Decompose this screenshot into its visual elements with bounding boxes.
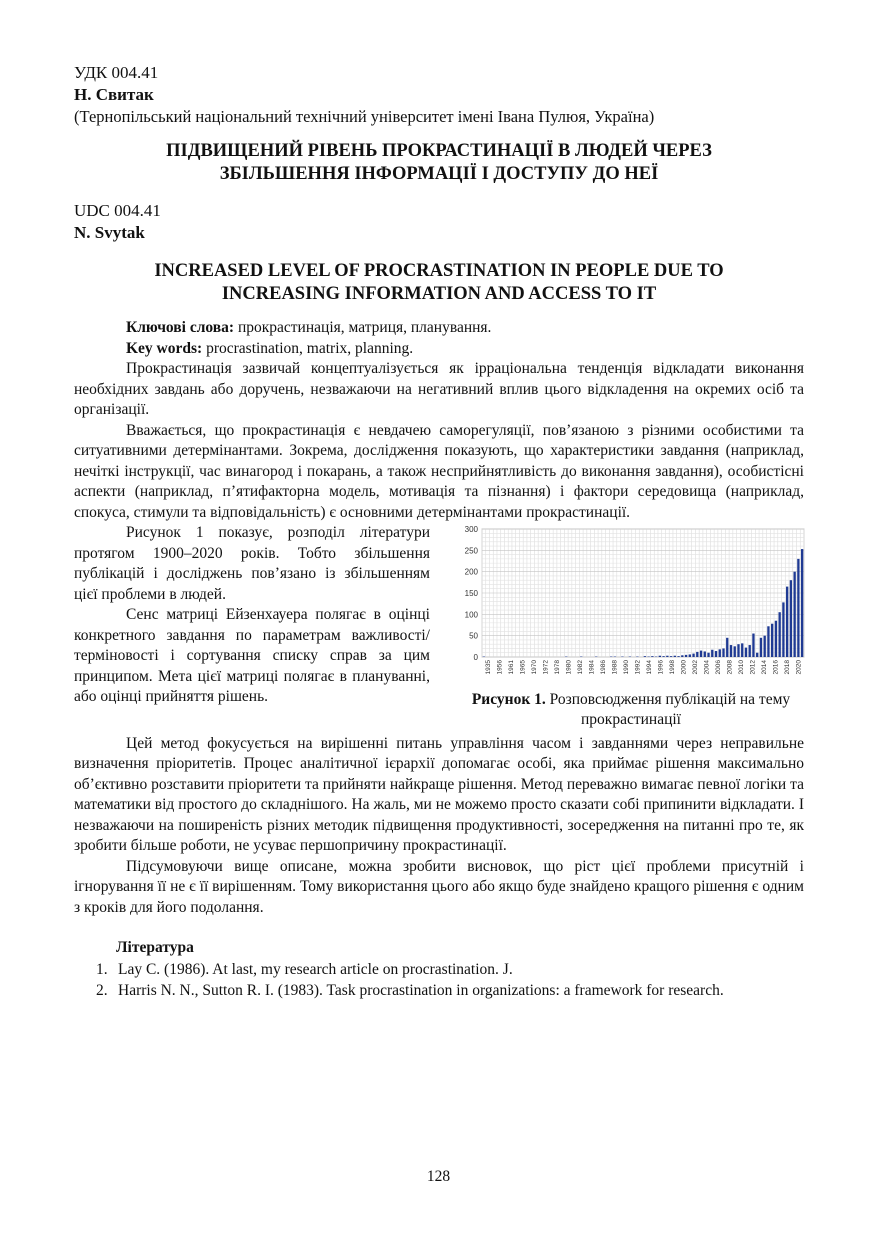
bar-1997 bbox=[715, 651, 717, 657]
bar-1996 bbox=[711, 650, 713, 657]
y-tick-label: 250 bbox=[464, 546, 478, 556]
author-en: N. Svytak bbox=[74, 223, 145, 242]
bar-1983 bbox=[662, 656, 664, 657]
bar-2015 bbox=[782, 602, 784, 657]
keywords-en-label: Key words: bbox=[126, 339, 203, 357]
bar-1993 bbox=[700, 651, 702, 657]
bar-1986 bbox=[674, 656, 676, 657]
x-tick-label: 1992 bbox=[634, 660, 642, 675]
x-tick-label: 2000 bbox=[680, 660, 688, 675]
x-tick-label: 1978 bbox=[553, 660, 561, 675]
bar-1992 bbox=[696, 652, 698, 657]
reference-number: 1. bbox=[96, 960, 108, 978]
bar-1989 bbox=[685, 655, 687, 657]
y-tick-label: 100 bbox=[464, 610, 478, 620]
x-tick-label: 2012 bbox=[749, 660, 757, 675]
bar-2003 bbox=[737, 644, 739, 657]
chart-x-tick-labels bbox=[485, 660, 803, 675]
x-tick-label: 2004 bbox=[703, 660, 711, 675]
keywords-ua-label: Ключові слова: bbox=[126, 319, 235, 336]
x-tick-label: 1998 bbox=[668, 660, 676, 675]
bar-1984 bbox=[666, 656, 668, 657]
bar-1978 bbox=[644, 656, 646, 657]
udc-en: UDC 004.41 bbox=[74, 201, 161, 220]
keywords-en bbox=[74, 339, 804, 360]
bar-1982 bbox=[659, 656, 661, 657]
figure-block bbox=[74, 523, 804, 728]
x-tick-label: 1961 bbox=[507, 660, 515, 675]
chart-y-tick-labels bbox=[465, 525, 479, 662]
bar-1995 bbox=[707, 653, 709, 657]
bar-2018 bbox=[793, 572, 795, 657]
bar-2012 bbox=[771, 624, 773, 657]
figure-caption-label: Рисунок 1. bbox=[471, 691, 546, 708]
x-tick-label: 1990 bbox=[622, 660, 630, 675]
bar-2011 bbox=[767, 626, 769, 657]
y-tick-label: 0 bbox=[473, 653, 478, 662]
figure-caption-text: Розповсюдження публікацій на тему прокрастинації bbox=[545, 691, 791, 728]
title-ua-line2: ЗБІЛЬШЕННЯ ІНФОРМАЦІЇ І ДОСТУПУ ДО НЕЇ bbox=[219, 164, 659, 184]
y-tick-label: 50 bbox=[469, 631, 478, 641]
bar-2007 bbox=[752, 634, 754, 657]
x-tick-label: 1984 bbox=[588, 660, 596, 675]
keywords-ua bbox=[74, 318, 804, 339]
bar-2008 bbox=[756, 653, 758, 657]
affiliation-ua: (Тернопільський національний технічний університет імені Івана Пулюя, Україна) bbox=[74, 107, 655, 126]
x-tick-label: 1994 bbox=[645, 660, 653, 675]
x-tick-label: 2016 bbox=[772, 660, 780, 675]
bar-2009 bbox=[760, 638, 762, 657]
bar-2001 bbox=[730, 645, 732, 657]
title-en-line2: INCREASING INFORMATION AND ACCESS TO IT bbox=[221, 284, 657, 304]
x-tick-label: 2018 bbox=[783, 660, 791, 675]
figure-1 bbox=[454, 523, 808, 730]
bar-2014 bbox=[779, 612, 781, 657]
reference-item bbox=[96, 980, 804, 1001]
bar-1980 bbox=[651, 656, 653, 657]
paragraph-3: Рисунок 1 показує, розподіл літератури протягом 1900–2020 років. Тобто збільшення публікацій і досліджень пов’язано із збільшенням цієї проблеми в людей. bbox=[74, 524, 430, 603]
bar-2010 bbox=[764, 636, 766, 657]
paragraph-4: Сенс матриці Ейзенхауера полягає в оцінці конкретного завдання по параметрам важливості/терміновості і сортування списку справ за цим принципом. Мета цієї матриці полягає в плануванні, або оцінці прийняття рішень. bbox=[74, 606, 430, 705]
x-tick-label: 1965 bbox=[519, 660, 527, 675]
bar-2013 bbox=[775, 621, 777, 657]
references-list bbox=[74, 959, 804, 1001]
udc-ua: УДК 004.41 bbox=[74, 63, 159, 82]
x-tick-label: 2020 bbox=[795, 660, 803, 675]
reference-item bbox=[96, 959, 804, 980]
x-tick-label: 1980 bbox=[565, 660, 573, 675]
bar-2006 bbox=[749, 645, 751, 657]
keywords-en-text: procrastination, matrix, planning. bbox=[202, 339, 414, 357]
chart-grid bbox=[482, 529, 804, 657]
x-tick-label: 2014 bbox=[760, 660, 768, 675]
figure-caption bbox=[454, 690, 808, 730]
title-ua-line1: ПІДВИЩЕНИЙ РІВЕНЬ ПРОКРАСТИНАЦІЇ В ЛЮДЕЙ ЧЕРЕЗ bbox=[166, 141, 712, 161]
title-en-line1: INCREASED LEVEL OF PROCRASTINATION IN PEOPLE DUE TO bbox=[154, 261, 724, 281]
y-tick-label: 200 bbox=[464, 567, 478, 577]
x-tick-label: 2010 bbox=[737, 660, 745, 675]
page-number: 128 bbox=[426, 1168, 451, 1185]
keywords-ua-text: прокрастинація, матриця, планування. bbox=[234, 319, 492, 336]
y-tick-label: 300 bbox=[464, 525, 478, 534]
bar-2002 bbox=[734, 646, 736, 657]
x-tick-label: 1970 bbox=[530, 660, 538, 675]
x-tick-label: 2006 bbox=[714, 660, 722, 675]
x-tick-label: 1996 bbox=[657, 660, 665, 675]
paragraph-6: Підсумовуючи вище описане, можна зробити висновок, що ріст цієї проблеми присутній і ігнорування її не є її вирішенням. Тому використання цього або якщо буде знайдено кращого рішення є одним з кроків для його подолання. bbox=[74, 857, 804, 916]
bar-1990 bbox=[689, 654, 691, 657]
x-tick-label: 1935 bbox=[484, 660, 492, 675]
bar-1985 bbox=[670, 656, 672, 657]
publications-bar-chart bbox=[454, 523, 808, 683]
bar-1987 bbox=[677, 656, 679, 657]
bar-1998 bbox=[719, 649, 721, 657]
bar-1988 bbox=[681, 655, 683, 657]
paragraph-5: Цей метод фокусується на вирішенні питань управління часом і завданнями через неправильне визначення пріоритетів. Процес аналітичної ієрархії допомагає особі, яка приймає рішення максимально об’єктивно розставити пріоритети та прийняти найкраще рішення. Метод переважно вимагає певної логіки та математики від простого до складнішого. На жаль, ми не можемо просто сказати собі припинити відкладати. І незважаючи на поширеність різних методик підвищення продуктивності, зосередження на питанні про те, як зробити більше роботи, не усуває першопричину прокрастинації. bbox=[74, 734, 804, 854]
bar-2020 bbox=[801, 549, 803, 657]
references-heading: Література bbox=[116, 939, 194, 956]
x-tick-label: 1986 bbox=[599, 660, 607, 675]
bar-2005 bbox=[745, 648, 747, 657]
reference-number: 2. bbox=[96, 981, 108, 999]
bar-2019 bbox=[797, 559, 799, 657]
bar-1994 bbox=[704, 651, 706, 657]
bar-2000 bbox=[726, 638, 728, 657]
x-tick-label: 1956 bbox=[496, 660, 504, 675]
x-tick-label: 1972 bbox=[542, 660, 550, 675]
bar-1991 bbox=[692, 654, 694, 657]
paragraph-1: Прокрастинація зазвичай концептуалізується як ірраціональна тенденція відкладати виконання необхідних завдань або доручень, незважаючи на негативний вплив цього відкладення на окремих осіб та організації. bbox=[74, 360, 804, 418]
bar-2017 bbox=[790, 580, 792, 657]
x-tick-label: 1982 bbox=[576, 660, 584, 675]
bar-1999 bbox=[722, 648, 724, 657]
author-ua: Н. Свитак bbox=[74, 85, 154, 104]
reference-text: Harris N. N., Sutton R. I. (1983). Task procrastination in organizations: a framework for research. bbox=[118, 981, 724, 999]
paper-page bbox=[74, 62, 804, 1001]
x-tick-label: 2008 bbox=[726, 660, 734, 675]
bar-2016 bbox=[786, 587, 788, 657]
bar-2004 bbox=[741, 643, 743, 657]
x-tick-label: 2002 bbox=[691, 660, 699, 675]
reference-text: Lay C. (1986). At last, my research article on procrastination. J. bbox=[118, 960, 513, 978]
x-tick-label: 1988 bbox=[611, 660, 619, 675]
paragraph-2: Вважається, що прокрастинація є невдачею саморегуляції, пов’язаною з різними особистими та ситуативними детермінантами. Зокрема, дослідження показують, що характеристики завдання (наприклад, нечіткі інструкції, час винагород і покарань, а також несприйнятливість до виконання завдання), особистісні аспекти (наприклад, п’ятифакторна модель, мотивація та пізнання) і фактори середовища (наприклад, спокуса, стимули та відповідальність) є основними детермінантами прокрастинації. bbox=[74, 421, 804, 521]
y-tick-label: 150 bbox=[464, 589, 478, 598]
